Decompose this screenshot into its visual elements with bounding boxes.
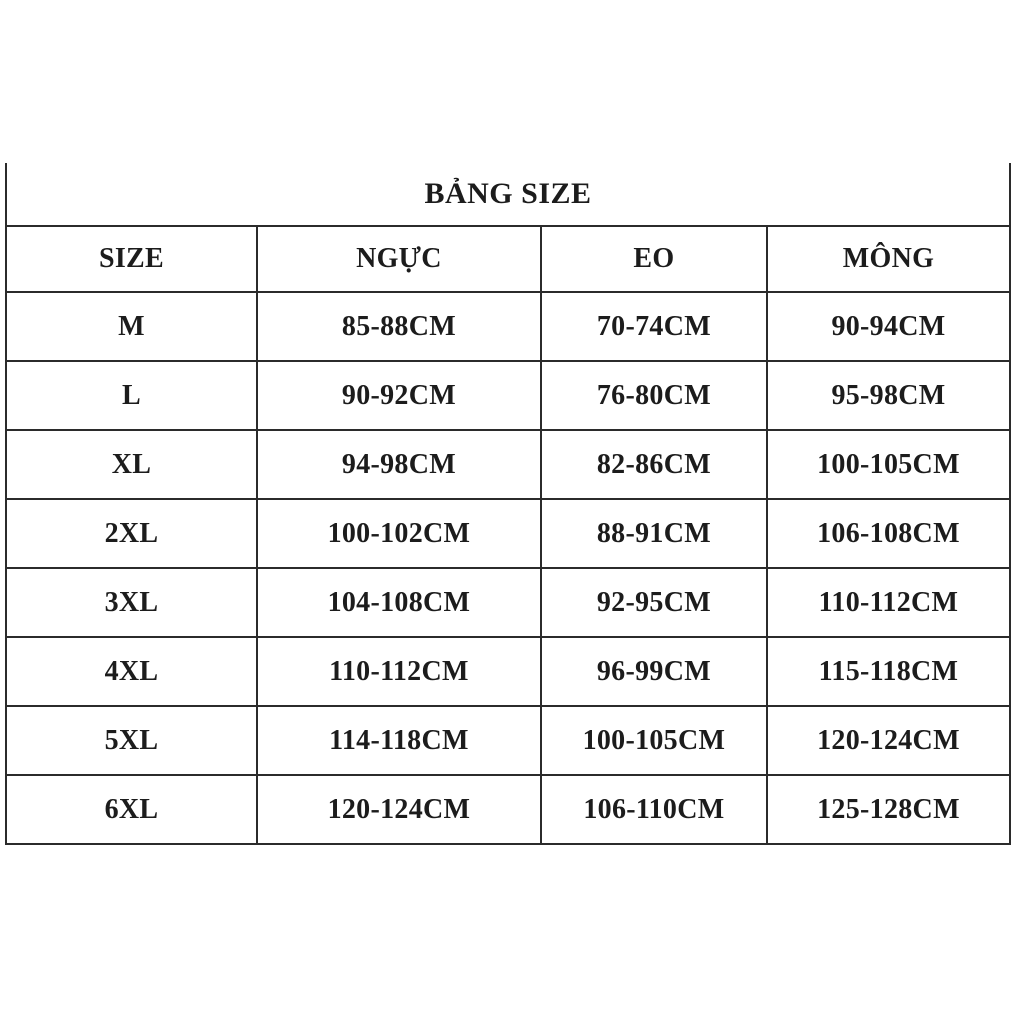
table-row-xl <box>7 431 1009 500</box>
waist-value: 96-99CM <box>540 638 766 705</box>
waist-value: 88-91CM <box>540 500 766 567</box>
hip-value: 110-112CM <box>766 569 1009 636</box>
waist-value: 92-95CM <box>540 569 766 636</box>
table-row-4xl <box>7 638 1009 707</box>
hip-value: 125-128CM <box>766 776 1009 843</box>
size-label: XL <box>111 448 152 480</box>
column-header-waist: EO <box>540 227 766 291</box>
hip-value: 115-118CM <box>766 638 1009 705</box>
chest-value: 94-98CM <box>256 431 540 498</box>
hip-value: 120-124CM <box>766 707 1009 774</box>
table-row-5xl <box>7 707 1009 776</box>
table-row-l <box>7 362 1009 431</box>
chest-value: 120-124CM <box>256 776 540 843</box>
size-chart-table <box>5 163 1011 845</box>
chest-value: 110-112CM <box>256 638 540 705</box>
chest-value: 90-92CM <box>256 362 540 429</box>
size-label: 2XL <box>104 517 159 549</box>
table-row-6xl <box>7 776 1009 843</box>
hip-value: 106-108CM <box>766 500 1009 567</box>
column-header-chest: NGỰC <box>256 227 540 291</box>
size-label: 6XL <box>104 793 159 825</box>
waist-value: 82-86CM <box>540 431 766 498</box>
hip-value: 100-105CM <box>766 431 1009 498</box>
column-header-hip: MÔNG <box>766 227 1009 291</box>
size-label: 5XL <box>104 724 159 756</box>
chest-value: 104-108CM <box>256 569 540 636</box>
chest-value: 85-88CM <box>256 293 540 360</box>
chest-value: 100-102CM <box>256 500 540 567</box>
table-row-m <box>7 293 1009 362</box>
hip-value: 90-94CM <box>766 293 1009 360</box>
size-label: L <box>122 379 141 411</box>
column-header-size: SIZE <box>98 243 165 274</box>
waist-value: 100-105CM <box>540 707 766 774</box>
waist-value: 70-74CM <box>540 293 766 360</box>
size-label: 4XL <box>104 655 159 687</box>
waist-value: 76-80CM <box>540 362 766 429</box>
size-label: M <box>118 310 145 342</box>
size-label: 3XL <box>104 586 159 618</box>
table-header-row <box>7 227 1009 293</box>
hip-value: 95-98CM <box>766 362 1009 429</box>
table-row-3xl <box>7 569 1009 638</box>
waist-value: 106-110CM <box>540 776 766 843</box>
table-title: BẢNG SIZE <box>7 163 1009 227</box>
chest-value: 114-118CM <box>256 707 540 774</box>
table-row-2xl <box>7 500 1009 569</box>
